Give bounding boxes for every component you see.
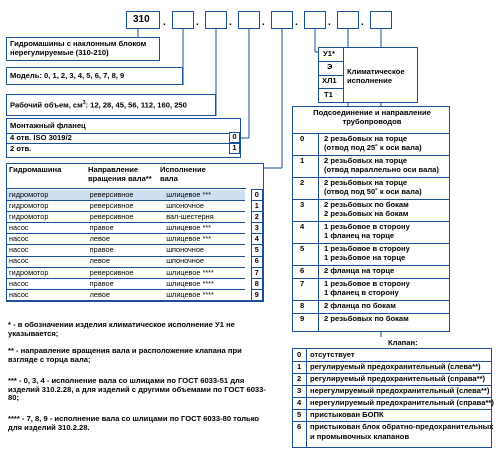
code-dot-7: . bbox=[361, 17, 364, 28]
connection-text: (отвод параллельно оси вала) bbox=[324, 165, 439, 174]
machine-row bbox=[7, 278, 263, 289]
code-slot-7 bbox=[370, 11, 392, 29]
machine-header-0: Гидромашина bbox=[9, 165, 62, 174]
code-cell: 7 bbox=[251, 267, 262, 278]
valve-code: 2 bbox=[297, 374, 302, 383]
valve-label: нерегулируемый предохранительный (слева**) bbox=[310, 386, 490, 395]
volume-box bbox=[6, 94, 216, 116]
code-cell: 5 bbox=[251, 245, 262, 256]
connection-text: 1 резьбовое в сторону bbox=[324, 222, 410, 231]
machine-row bbox=[7, 245, 263, 256]
connection-text: 1 резьбовое в сторону bbox=[324, 244, 410, 253]
volume-sup: 3 bbox=[82, 100, 86, 106]
valve-label: нерегулируемый предохранительный (справа**) bbox=[310, 398, 494, 407]
machine-header-1: Направление вращения вала** bbox=[88, 165, 152, 183]
code-dot-2: . bbox=[196, 17, 199, 28]
flange-box bbox=[6, 118, 241, 158]
code-dot-4: . bbox=[262, 17, 265, 28]
direction-cell: правое bbox=[88, 223, 165, 234]
machine-cell: гидромотор bbox=[7, 201, 88, 212]
shaft-cell: шлицевое *** bbox=[164, 234, 245, 245]
volume-text bbox=[10, 101, 187, 110]
climate-opt-1: Э bbox=[327, 62, 333, 71]
machine-cell: насос bbox=[7, 278, 88, 289]
climate-title: Климатическое исполнение bbox=[347, 67, 405, 85]
shaft-cell: шпоночное bbox=[164, 245, 245, 256]
connection-code: 4 bbox=[300, 222, 305, 231]
machine-cell: насос bbox=[7, 289, 88, 300]
machine-cell: насос bbox=[7, 245, 88, 256]
volume-label: Рабочий объем, см bbox=[10, 100, 83, 110]
shaft-cell: шпоночное bbox=[164, 201, 245, 212]
connection-code: 1 bbox=[300, 156, 305, 165]
climate-box bbox=[318, 47, 418, 103]
code-cell: 2 bbox=[251, 212, 262, 223]
machine-cell: гидромотор bbox=[7, 190, 88, 201]
code-slot-4 bbox=[271, 11, 293, 29]
code-cell: 6 bbox=[251, 256, 262, 267]
shaft-cell: шпоночное bbox=[164, 256, 245, 267]
valve-code: 4 bbox=[297, 398, 302, 407]
models-text: Модель: 0, 1, 2, 3, 4, 5, 6, 7, 8, 9 bbox=[10, 71, 125, 80]
code-slot-1 bbox=[172, 11, 194, 29]
volume-values: : 12, 28, 45, 56, 112, 160, 250 bbox=[85, 100, 187, 110]
connection-title: Подсоединение и направление трубопроводов bbox=[313, 108, 431, 126]
connection-text: 2 фланца на торце bbox=[324, 266, 395, 275]
direction-cell: правое bbox=[88, 245, 165, 256]
connection-code: 8 bbox=[300, 301, 305, 310]
connection-text: 1 фланец на торце bbox=[324, 231, 395, 240]
connection-text: 2 резьбовых на торце bbox=[324, 156, 408, 165]
climate-opt-0: У1* bbox=[323, 49, 335, 58]
machine-cell: гидромотор bbox=[7, 267, 88, 278]
code-slot-5 bbox=[304, 11, 326, 29]
machine-row bbox=[7, 201, 263, 212]
valve-label: и промывочных клапанов bbox=[310, 432, 410, 441]
connection-text: 1 резьбовое на торце bbox=[324, 253, 406, 262]
connection-column-divider bbox=[318, 133, 319, 331]
machine-cell: насос bbox=[7, 234, 88, 245]
direction-cell: реверсивное bbox=[88, 212, 165, 223]
flange-code-1: 1 bbox=[229, 143, 240, 154]
machine-header-2: Исполнение вала bbox=[160, 165, 206, 183]
connection-text: 2 фланца по бокам bbox=[324, 301, 396, 310]
code-cell: 0 bbox=[251, 190, 262, 201]
code-dot-1: . bbox=[163, 17, 166, 28]
direction-cell: реверсивное bbox=[88, 201, 165, 212]
machine-row bbox=[7, 256, 263, 267]
shaft-cell: шлицевое *** bbox=[164, 223, 245, 234]
machine-row bbox=[7, 289, 263, 300]
code-cell: 9 bbox=[251, 289, 262, 300]
connection-code: 9 bbox=[300, 314, 305, 323]
direction-cell: правое bbox=[88, 278, 165, 289]
valve-code: 3 bbox=[297, 386, 302, 395]
climate-opt-2: ХЛ1 bbox=[322, 76, 337, 85]
connection-text: 1 фланец в сторону bbox=[324, 288, 399, 297]
connection-text: 2 резьбовых на торце bbox=[324, 178, 408, 187]
connection-text: (отвод под 25˚ к оси вала) bbox=[324, 143, 422, 152]
valve-code: 5 bbox=[297, 410, 302, 419]
connection-text: 2 резьбовых по бокам bbox=[324, 314, 409, 323]
direction-cell: левое bbox=[88, 289, 165, 300]
valve-label: отсутствует bbox=[310, 350, 355, 359]
connection-code: 6 bbox=[300, 266, 305, 275]
code-cell: 3 bbox=[251, 223, 262, 234]
connection-text: 1 резьбовое в сторону bbox=[324, 279, 410, 288]
code-dot-5: . bbox=[295, 17, 298, 28]
valve-column-divider bbox=[306, 348, 307, 447]
models-box bbox=[6, 67, 183, 85]
valve-code: 1 bbox=[297, 362, 302, 371]
connection-text: 2 резьбовых по бокам bbox=[324, 200, 409, 209]
connection-text: 2 резьбовых на бокам bbox=[324, 209, 409, 218]
flange-row-1-label: 2 отв. bbox=[10, 144, 32, 153]
valve-label: пристыкован блок обратно-предохранительных bbox=[310, 422, 494, 431]
shaft-cell: шлицевое **** bbox=[164, 267, 245, 278]
code-dot-3: . bbox=[229, 17, 232, 28]
code-slot-6 bbox=[337, 11, 359, 29]
direction-cell: реверсивное bbox=[88, 190, 165, 201]
note-1: * - в обозначении изделия климатическое исполнение У1 не указывается; bbox=[8, 320, 235, 338]
shaft-cell: шлицевое *** bbox=[164, 190, 245, 201]
valve-label: регулируемый предохранительный (слева**) bbox=[310, 362, 481, 371]
note-2: ** - направление вращения вала и расположение клапана при взгляде с торца вала; bbox=[8, 346, 242, 364]
shaft-cell: вал-шестерня bbox=[164, 212, 245, 223]
valve-label: пристыкован БОПК bbox=[310, 410, 384, 419]
code-cell: 4 bbox=[251, 234, 262, 245]
direction-cell: левое bbox=[88, 256, 165, 267]
valve-code: 6 bbox=[297, 422, 302, 431]
machine-cell: насос bbox=[7, 223, 88, 234]
code-cell: 8 bbox=[251, 278, 262, 289]
machine-cell: гидромотор bbox=[7, 212, 88, 223]
machine-table bbox=[7, 189, 263, 301]
flange-code-0: 0 bbox=[229, 132, 240, 143]
shaft-cell: шлицевое **** bbox=[164, 278, 245, 289]
machine-cell: насос bbox=[7, 256, 88, 267]
code-cell: 1 bbox=[251, 201, 262, 212]
valve-label: регулируемый предохранительный (справа**) bbox=[310, 374, 486, 383]
connection-code: 3 bbox=[300, 200, 305, 209]
code-dot-6: . bbox=[328, 17, 331, 28]
connection-code: 2 bbox=[300, 178, 305, 187]
group-title-box bbox=[6, 37, 160, 61]
machine-row bbox=[7, 212, 263, 223]
machine-row bbox=[7, 267, 263, 278]
note-3: *** - 0, 3, 4 - исполнение вала со шлицами по ГОСТ 6033-51 для изделий 310.2.28, а для изделий с другими объемами по ГОСТ 6033-80; bbox=[8, 376, 266, 403]
note-4: **** - 7, 8, 9 - исполнение вала со шлицами по ГОСТ 6033-80 только для изделий 310.2.28. bbox=[8, 414, 260, 432]
connection-code: 0 bbox=[300, 134, 305, 143]
valve-code: 0 bbox=[297, 350, 302, 359]
flange-title: Монтажный фланец bbox=[10, 121, 86, 130]
connection-text: (отвод под 50˚ к оси вала) bbox=[324, 187, 422, 196]
direction-cell: левое bbox=[88, 234, 165, 245]
connection-text: 2 резьбовых на торце bbox=[324, 134, 408, 143]
machine-row bbox=[7, 190, 263, 201]
machine-row bbox=[7, 234, 263, 245]
code-slot-3 bbox=[238, 11, 260, 29]
connection-code: 7 bbox=[300, 279, 305, 288]
machine-row bbox=[7, 223, 263, 234]
code-slot-2 bbox=[205, 11, 227, 29]
connection-code: 5 bbox=[300, 244, 305, 253]
flange-row-0-label: 4 отв. ISO 3019/2 bbox=[10, 133, 72, 142]
direction-cell: реверсивное bbox=[88, 267, 165, 278]
shaft-cell: шлицевое **** bbox=[164, 289, 245, 300]
code-prefix: 310 bbox=[133, 14, 150, 25]
valve-title: Клапан: bbox=[388, 338, 418, 347]
climate-opt-3: Т1 bbox=[324, 90, 333, 99]
group-title: Гидромашины с наклонным блоком нерегулируемые (310-210) bbox=[10, 39, 147, 57]
